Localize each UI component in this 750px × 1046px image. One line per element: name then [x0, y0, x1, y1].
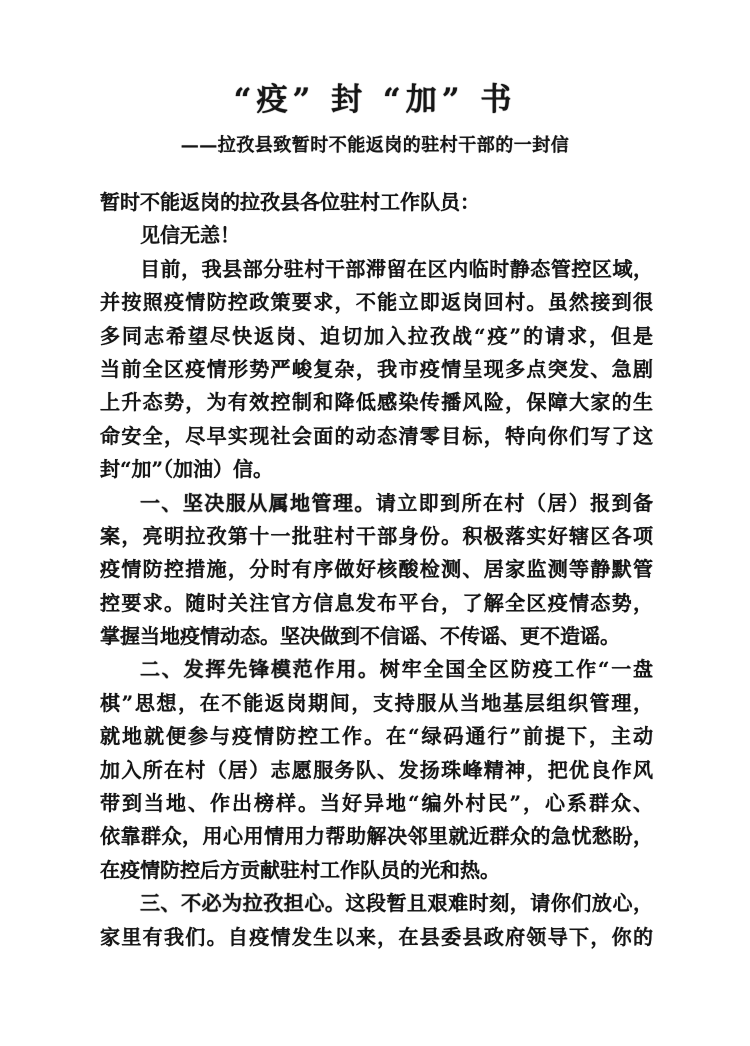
- body-text: 就地就便参与疫情防控工作。在“绿码通行”前提下，主动: [100, 724, 653, 749]
- body-text: 家里有我们。自疫情发生以来，在县委县政府领导下，你的: [100, 924, 653, 949]
- body-text: 加入所在村（居）志愿服务队、发扬珠峰精神，把优良作风: [100, 757, 653, 782]
- document-subtitle: ——拉孜县致暂时不能返岗的驻村干部的一封信: [180, 135, 570, 156]
- body-line: [100, 353, 653, 386]
- body-line: [100, 453, 653, 486]
- body-text: 当前全区疫情形势严峻复杂，我市疫情呈现多点突发、急剧: [100, 356, 653, 381]
- body-text: 封“加”（加油）信。: [100, 457, 274, 482]
- body-line: [100, 587, 653, 620]
- body-line: [100, 653, 653, 686]
- document-title: “疫” 封 “加” 书: [233, 82, 517, 118]
- body-line: [100, 219, 653, 252]
- body-text: 暂时不能返岗的拉孜县各位驻村工作队员：: [100, 190, 480, 214]
- body-text: 控要求。随时关注官方信息发布平台，了解全区疫情态势，: [100, 590, 653, 615]
- body-line: [100, 820, 653, 853]
- body-line: [100, 487, 653, 520]
- body-text: 并按照疫情防控政策要求，不能立即返岗回村。虽然接到很: [100, 290, 653, 315]
- body-text: 命安全，尽早实现社会面的动态清零目标，特向你们写了这: [100, 423, 653, 448]
- body-text: 目前，我县部分驻村干部滞留在区内临时静态管控区域，: [140, 256, 653, 281]
- body-text: 多同志希望尽快返岗、迫切加入拉孜战“疫”的请求，但是: [100, 323, 653, 348]
- section-heading: 三、不必为拉孜担心。: [140, 891, 346, 916]
- body-text: 树牢全国全区防疫工作“一盘: [379, 657, 653, 682]
- section-heading: 二、发挥先锋模范作用。: [140, 657, 380, 682]
- body-line: [100, 253, 653, 286]
- body-text: 掌握当地疫情动态。坚决做到不信谣、不传谣、更不造谣。: [100, 624, 620, 649]
- body-line: [100, 286, 653, 319]
- body-line: [100, 921, 653, 954]
- body-line: [100, 720, 653, 753]
- body-text: 上升态势，为有效控制和降低感染传播风险，保障大家的生: [100, 390, 653, 415]
- body-line: [100, 520, 653, 553]
- body-line: [100, 186, 653, 219]
- body-text: 依靠群众，用心用情用力帮助解决邻里就近群众的急忧愁盼，: [100, 824, 653, 849]
- body-text: 案，亮明拉孜第十一批驻村干部身份。积极落实好辖区各项: [100, 523, 653, 548]
- body-text: 请立即到所在村（居）报到备: [375, 490, 654, 515]
- body-line: [100, 854, 653, 887]
- body-line: [100, 620, 653, 653]
- body-text: 见信无恙！: [140, 223, 240, 248]
- body-line: [100, 687, 653, 720]
- body-text: 疫情防控措施，分时有序做好核酸检测、居家监测等静默管: [100, 557, 653, 582]
- body-text: 带到当地、作出榜样。当好异地“编外村民”，心系群众、: [100, 791, 653, 816]
- body-line: [100, 386, 653, 419]
- body-line: [100, 754, 653, 787]
- document-body: [100, 186, 653, 954]
- body-line: [100, 420, 653, 453]
- body-line: [100, 320, 653, 353]
- body-text: 棋”思想，在不能返岗期间，支持服从当地基层组织管理，: [100, 690, 653, 715]
- section-heading: 一、坚决服从属地管理。: [140, 490, 376, 515]
- body-line: [100, 887, 653, 920]
- body-text: 这段暂且艰难时刻，请你们放心，: [345, 891, 654, 916]
- body-text: 在疫情防控后方贡献驻村工作队员的光和热。: [100, 857, 500, 882]
- body-line: [100, 787, 653, 820]
- body-line: [100, 553, 653, 586]
